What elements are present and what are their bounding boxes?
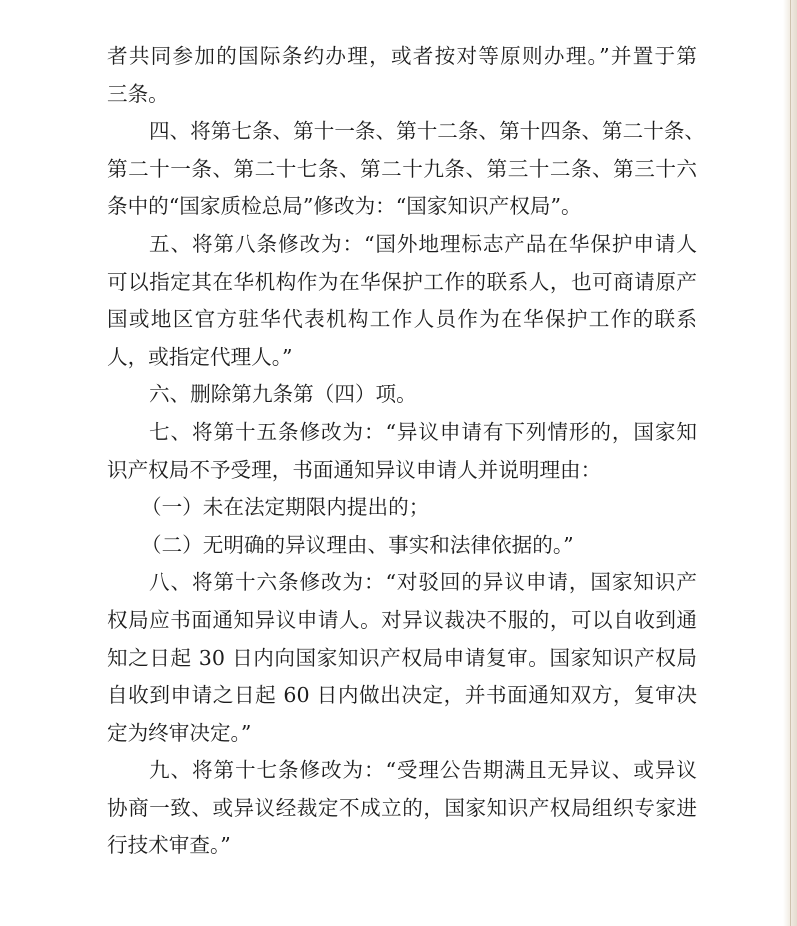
text-line: 可以指定其在华机构作为在华保护工作的联系人，也可商请原产 (107, 269, 697, 294)
text-line: 自收到申请之日起 60 日内做出决定，并书面通知双方，复审决 (107, 683, 697, 708)
paragraph-start-line: 八、将第十六条修改为：“对驳回的异议申请，国家知识产 (149, 570, 697, 595)
paragraph-start-line: 四、将第七条、第十一条、第十二条、第十四条、第二十条、 (149, 119, 706, 144)
text-line: 知之日起 30 日内向国家知识产权局申请复审。国家知识产权局 (107, 645, 697, 670)
text-line: 者共同参加的国际条约办理，或者按对等原则办理。”并置于第 (107, 44, 697, 68)
paragraph-start-line: 六、删除第九条第（四）项。 (149, 382, 417, 407)
sub-item-line: （二）无明确的异议理由、事实和法律依据的。” (141, 532, 574, 557)
paragraph-start-line: 七、将第十五条修改为：“异议申请有下列情形的，国家知 (149, 419, 697, 444)
text-line: 国或地区官方驻华代表机构工作人员作为在华保护工作的联系 (107, 307, 697, 332)
paragraph-start-line: 五、将第八条修改为：“国外地理标志产品在华保护申请人 (149, 231, 697, 256)
text-line: 三条。 (107, 81, 169, 106)
paragraph-start-line: 九、将第十七条修改为：“受理公告期满且无异议、或异议 (149, 758, 697, 783)
text-line: 识产权局不予受理，书面通知异议申请人并说明理由： (107, 457, 602, 482)
text-line: 行技术审查。” (107, 833, 231, 858)
text-line: 人，或指定代理人。” (107, 344, 293, 369)
text-line: 权局应书面通知异议申请人。对异议裁决不服的，可以自收到通 (107, 607, 697, 632)
text-line: 第二十一条、第二十七条、第二十九条、第三十二条、第三十六 (107, 156, 697, 181)
text-line: 定为终审决定。” (107, 720, 252, 745)
text-line: 条中的“国家质检总局”修改为：“国家知识产权局”。 (107, 194, 582, 219)
text-line: 协商一致、或异议经裁定不成立的，国家知识产权局组织专家进 (107, 795, 697, 820)
document-body (107, 38, 706, 865)
page-edge-line (790, 0, 791, 926)
sub-item-line: （一）未在法定期限内提出的； (141, 495, 430, 520)
